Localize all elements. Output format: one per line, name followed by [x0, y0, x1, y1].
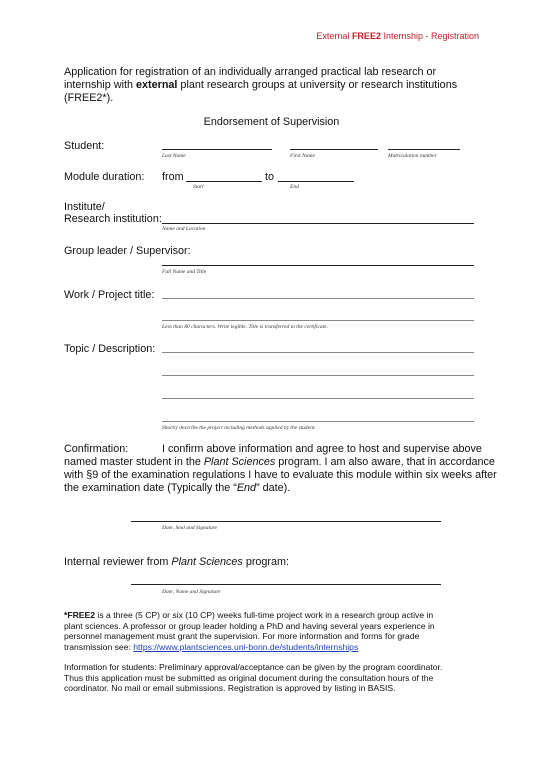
first-name-caption: First Name [290, 153, 315, 159]
document-header: External FREE2 Internship - Registration [316, 31, 479, 41]
supervisor-field[interactable] [162, 265, 474, 266]
reviewer-signature-caption: Date, Name and Signature [162, 589, 221, 595]
confirmation-line-2: named master student in the Plant Sciences program. I am also aware, that in accordance [64, 456, 495, 468]
topic-label: Topic / Description: [64, 343, 156, 355]
confirmation-line-3: with §9 of the examination regulations I have to evaluate this module within six weeks after [64, 469, 497, 481]
supervisor-caption: Full Name and Title [162, 269, 207, 275]
topic-line-4[interactable] [162, 421, 474, 422]
internships-link[interactable]: https://www.plantsciences.uni-bonn.de/students/internships [133, 641, 359, 652]
topic-line-2[interactable] [162, 375, 474, 376]
duration-label: Module duration: [64, 171, 145, 183]
topic-line-3[interactable] [162, 398, 474, 399]
supervisor-label: Group leader / Supervisor: [64, 245, 191, 257]
project-title-line-2[interactable] [162, 320, 474, 321]
matriculation-field[interactable] [388, 149, 460, 150]
project-title-caption: Less than 80 characters. Write legible. Title is transferred to the certificate. [162, 324, 329, 330]
first-name-field[interactable] [290, 149, 378, 150]
start-caption: Start [193, 184, 204, 190]
institute-label: Institute/ [64, 201, 105, 213]
reviewer-label: Internal reviewer from Plant Sciences program: [64, 556, 290, 568]
student-information: Information for students: Preliminary approval/acceptance can be given by the program coordinator. Thus this application must be submitted as original document during the consultation hours of the coordinator. No mail or email submissions. Registration is approved by listing in BASIS. [64, 662, 443, 694]
end-caption: End [290, 184, 299, 190]
last-name-caption: Last Name [162, 153, 186, 159]
confirmation-line-1: I confirm above information and agree to host and supervise above [162, 443, 482, 455]
institution-caption: Name and Location [162, 226, 206, 232]
institution-field[interactable] [162, 223, 474, 224]
free2-footnote: *FREE2 is a three (5 CP) or six (10 CP) weeks full-time project work in a research group active in plant sciences. A professor or group leader holding a PhD and having several years experience in personnel management must grant the supervision. For more information and forms for grade transmission see: https://www.plantsciences.uni-bonn.de/students/internships [64, 610, 435, 652]
duration-from: from [162, 171, 184, 183]
start-date-field[interactable] [186, 181, 262, 182]
supervisor-signature-caption: Date, Seal and Signature [162, 525, 218, 531]
matriculation-caption: Matriculation number [388, 153, 437, 159]
project-title-label: Work / Project title: [64, 289, 155, 301]
project-title-line-1[interactable] [162, 298, 474, 299]
last-name-field[interactable] [162, 149, 272, 150]
supervisor-signature-field[interactable] [131, 521, 441, 522]
confirmation-label: Confirmation: [64, 443, 129, 455]
student-label: Student: [64, 140, 105, 152]
reviewer-signature-field[interactable] [131, 584, 441, 585]
duration-to: to [265, 171, 275, 183]
confirmation-line-4: the examination date (Typically the “End” date). [64, 482, 291, 494]
topic-line-1[interactable] [162, 352, 474, 353]
intro-paragraph: Application for registration of an individually arranged practical lab research or internship with external plant research groups at university or research institutions (FREE2*). [64, 66, 458, 104]
topic-caption: Shortly describe the project including methods applied by the student. [162, 425, 316, 431]
end-date-field[interactable] [278, 181, 354, 182]
section-title: Endorsement of Supervision [203, 116, 340, 128]
research-institution-label: Research institution: [64, 213, 162, 225]
